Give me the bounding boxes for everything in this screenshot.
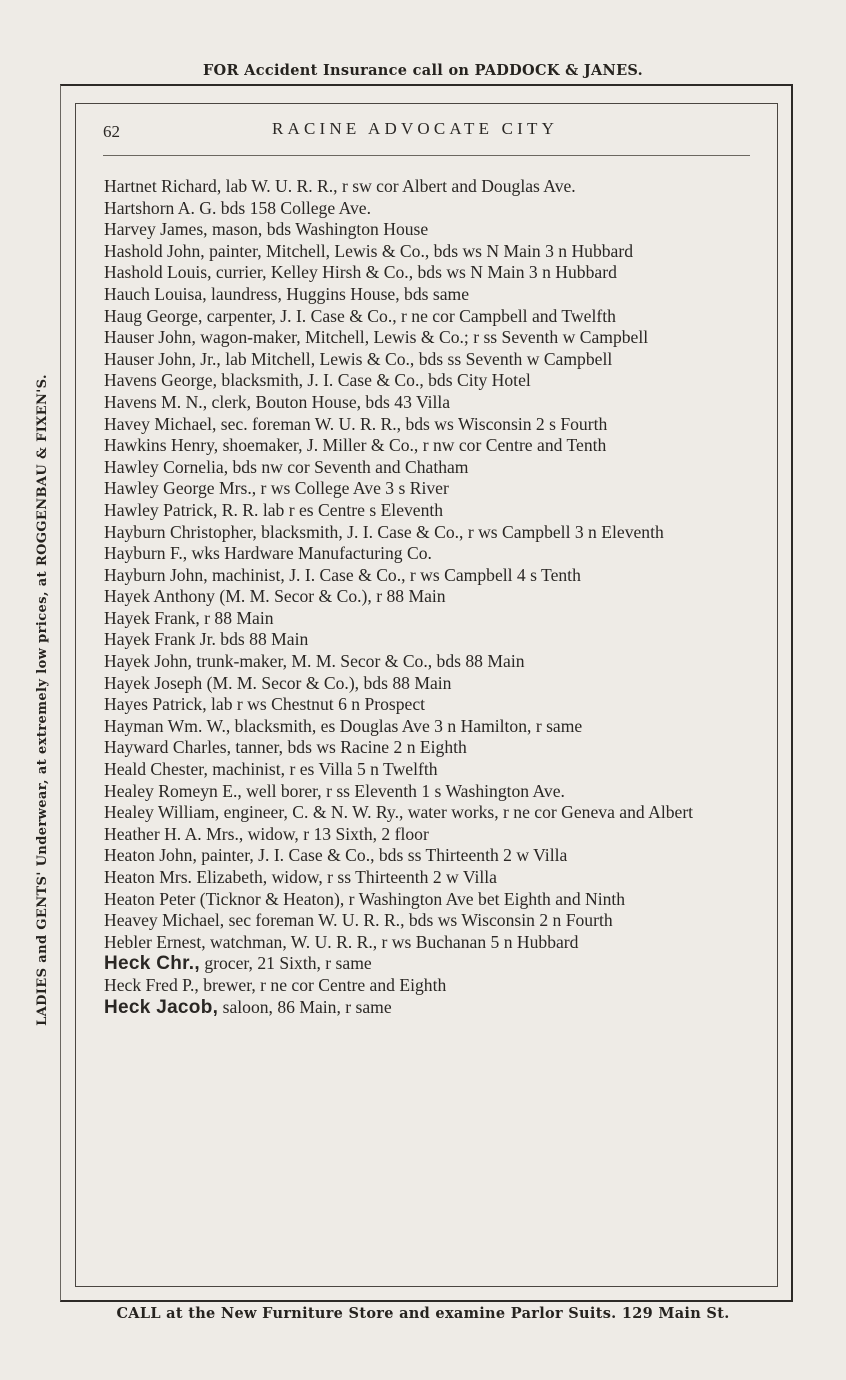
directory-entry [104,198,752,220]
directory-entry [104,694,752,716]
directory-entry [104,522,752,544]
entry-detail: laundress, Huggins House, bds same [206,283,470,304]
entry-detail: sec. foreman W. U. R. R., bds ws Wisconsin 2 s Fourth [216,413,608,434]
header-rule [103,155,750,156]
entry-detail: wks Hardware Manufacturing Co. [187,543,432,564]
directory-entry [104,629,752,651]
entry-name: Hayman Wm. W., [104,715,231,736]
entry-name: Heaton John, [104,845,197,866]
directory-entry [104,953,752,975]
entry-detail: r 88 Main [199,607,274,628]
top-advertisement-banner: FOR Accident Insurance call on PADDOCK & JANES. [202,62,644,79]
entry-detail: machinist, J. I. Case & Co., r ws Campbell 4 s Tenth [207,564,581,585]
entry-name: Havey Michael, [104,413,217,434]
directory-entry [104,608,752,630]
directory-entry [104,932,752,954]
entry-name: Hayburn F., [104,543,188,564]
entry-name: Hayek Anthony [104,586,215,607]
directory-entry [104,327,752,349]
directory-entry [104,975,752,997]
directory-entry [104,478,752,500]
directory-entry [104,781,752,803]
entry-name: Hartshorn A. G. [104,197,217,218]
directory-entry [104,565,752,587]
entry-detail: lab Mitchell, Lewis & Co., bds ss Seventh w Campbell [220,348,613,369]
directory-entry [104,759,752,781]
entry-detail: r ws College Ave 3 s River [256,478,449,499]
entry-name: Heck Jacob, [104,996,219,1018]
entry-name: Hayek Frank, [104,607,200,628]
directory-entry [104,651,752,673]
entry-name: Hawley Patrick, [104,499,218,520]
directory-entry [104,824,752,846]
entry-detail: watchman, W. U. R. R., r ws Buchanan 5 n Hubbard [205,931,579,952]
entry-name: Hashold John, [104,240,205,261]
directory-entry [104,306,752,328]
entry-detail: lab r ws Chestnut 6 n Prospect [206,694,426,715]
entry-detail: blacksmith, es Douglas Ave 3 n Hamilton, r same [230,715,583,736]
entry-detail: blacksmith, J. I. Case & Co., bds City Hotel [217,370,531,391]
directory-entry [104,910,752,932]
directory-entry [104,543,752,565]
entry-name: Hartnet Richard, [104,176,222,196]
directory-entry [104,284,752,306]
entry-detail: widow, r 13 Sixth, 2 floor [243,823,429,844]
entry-name: Hayward Charles, [104,737,232,758]
entry-detail: bds nw cor Seventh and Chatham [228,456,469,477]
entry-name: Heck Fred P., [104,974,199,995]
directory-entry [104,802,752,824]
entry-detail: shoemaker, J. Miller & Co., r nw cor Centre and Tenth [218,435,607,456]
running-title: RACINE ADVOCATE CITY [272,119,559,138]
directory-entry [104,997,752,1019]
entry-detail: (M. M. Secor & Co.), r 88 Main [214,586,446,607]
entry-name: Hayek Joseph [104,672,203,693]
entry-name: Hayes Patrick, [104,694,207,715]
entry-name: Healey Romeyn E., [104,780,242,801]
directory-entry [104,435,752,457]
entry-detail: clerk, Bouton House, bds 43 Villa [207,391,451,412]
directory-entry [104,586,752,608]
directory-listing [104,176,752,1018]
entry-detail: painter, Mitchell, Lewis & Co., bds ws N Main 3 n Hubbard [204,240,634,261]
directory-entry [104,349,752,371]
entry-name: Heaton Mrs. Elizabeth, [104,867,268,887]
entry-name: Hayek John, [104,651,192,672]
entry-detail: grocer, 21 Sixth, r same [199,953,372,974]
entry-name: Heather H. A. Mrs., [104,823,244,844]
entry-detail: trunk-maker, M. M. Secor & Co., bds 88 Main [191,651,525,672]
entry-detail: painter, J. I. Case & Co., bds ss Thirteenth 2 w Villa [196,845,568,866]
entry-detail: carpenter, J. I. Case & Co., r ne cor Campbell and Twelfth [202,305,616,326]
directory-entry [104,414,752,436]
entry-name: Hayek Frank Jr. [104,629,216,650]
entry-name: Hebler Ernest, [104,931,206,952]
directory-entry [104,737,752,759]
entry-detail: currier, Kelley Hirsh & Co., bds ws N Main 3 n Hubbard [211,262,617,283]
entry-name: Heavey Michael, [104,910,225,931]
entry-detail: wagon-maker, Mitchell, Lewis & Co.; r ss Seventh w Campbell [195,327,649,348]
page-number: 62 [103,122,120,141]
directory-entry [104,867,752,889]
directory-entry [104,392,752,414]
entry-detail: machinist, r es Villa 5 n Twelfth [207,759,438,780]
entry-name: Hayburn John, [104,564,208,585]
entry-name: Hauser John, [104,327,196,348]
entry-detail: R. R. lab r es Centre s Eleventh [217,499,444,520]
entry-name: Hawkins Henry, [104,435,219,456]
entry-name: Heck Chr., [104,953,200,975]
entry-name: Havens George, [104,370,218,391]
entry-detail: saloon, 86 Main, r same [218,996,392,1017]
bottom-advertisement-banner: CALL at the New Furniture Store and examine Parlor Suits. 129 Main St. [116,1305,730,1322]
entry-name: Harvey James, [104,219,208,240]
entry-name: Hauser John, Jr., [104,348,221,369]
entry-name: Havens M. N., [104,391,208,412]
directory-entry [104,500,752,522]
entry-name: Heald Chester, [104,759,208,780]
entry-name: Hawley Cornelia, [104,456,229,477]
entry-detail: (M. M. Secor & Co.), bds 88 Main [202,672,452,693]
entry-detail: engineer, C. & N. W. Ry., water works, r ne cor Geneva and Albert [219,802,694,823]
entry-detail: lab W. U. R. R., r sw cor Albert and Douglas Ave. [221,176,576,196]
directory-entry [104,241,752,263]
entry-name: Hayburn Christopher, [104,521,257,542]
directory-entry [104,457,752,479]
entry-detail: tanner, bds ws Racine 2 n Eighth [231,737,467,758]
entry-detail: well borer, r ss Eleventh 1 s Washington Ave. [241,780,565,801]
entry-detail: mason, bds Washington House [207,219,429,240]
entry-name: Healey William, [104,802,220,823]
directory-entry [104,262,752,284]
entry-detail: (Ticknor & Heaton), r Washington Ave bet Eighth and Ninth [195,888,626,909]
entry-name: Hawley George Mrs., [104,478,257,499]
directory-entry [104,673,752,695]
side-advertisement-banner: LADIES and GENTS' Underwear, at extremely low prices, at ROGGENBAU & FIXEN'S. [35,374,50,1026]
entry-name: Hauch Louisa, [104,283,207,304]
directory-entry [104,889,752,911]
entry-name: Hashold Louis, [104,262,212,283]
directory-entry [104,219,752,241]
entry-detail: bds 158 College Ave. [216,197,371,218]
entry-name: Heaton Peter [104,888,196,909]
entry-detail: brewer, r ne cor Centre and Eighth [198,974,447,995]
directory-entry [104,370,752,392]
directory-entry [104,845,752,867]
entry-detail: sec foreman W. U. R. R., bds ws Wisconsin 2 n Fourth [224,910,613,931]
entry-detail: blacksmith, J. I. Case & Co., r ws Campbell 3 n Eleventh [256,521,664,542]
entry-detail: widow, r ss Thirteenth 2 w Villa [267,867,497,887]
directory-entry [104,176,752,198]
entry-detail: bds 88 Main [215,629,309,650]
entry-name: Haug George, [104,305,203,326]
directory-entry [104,716,752,738]
